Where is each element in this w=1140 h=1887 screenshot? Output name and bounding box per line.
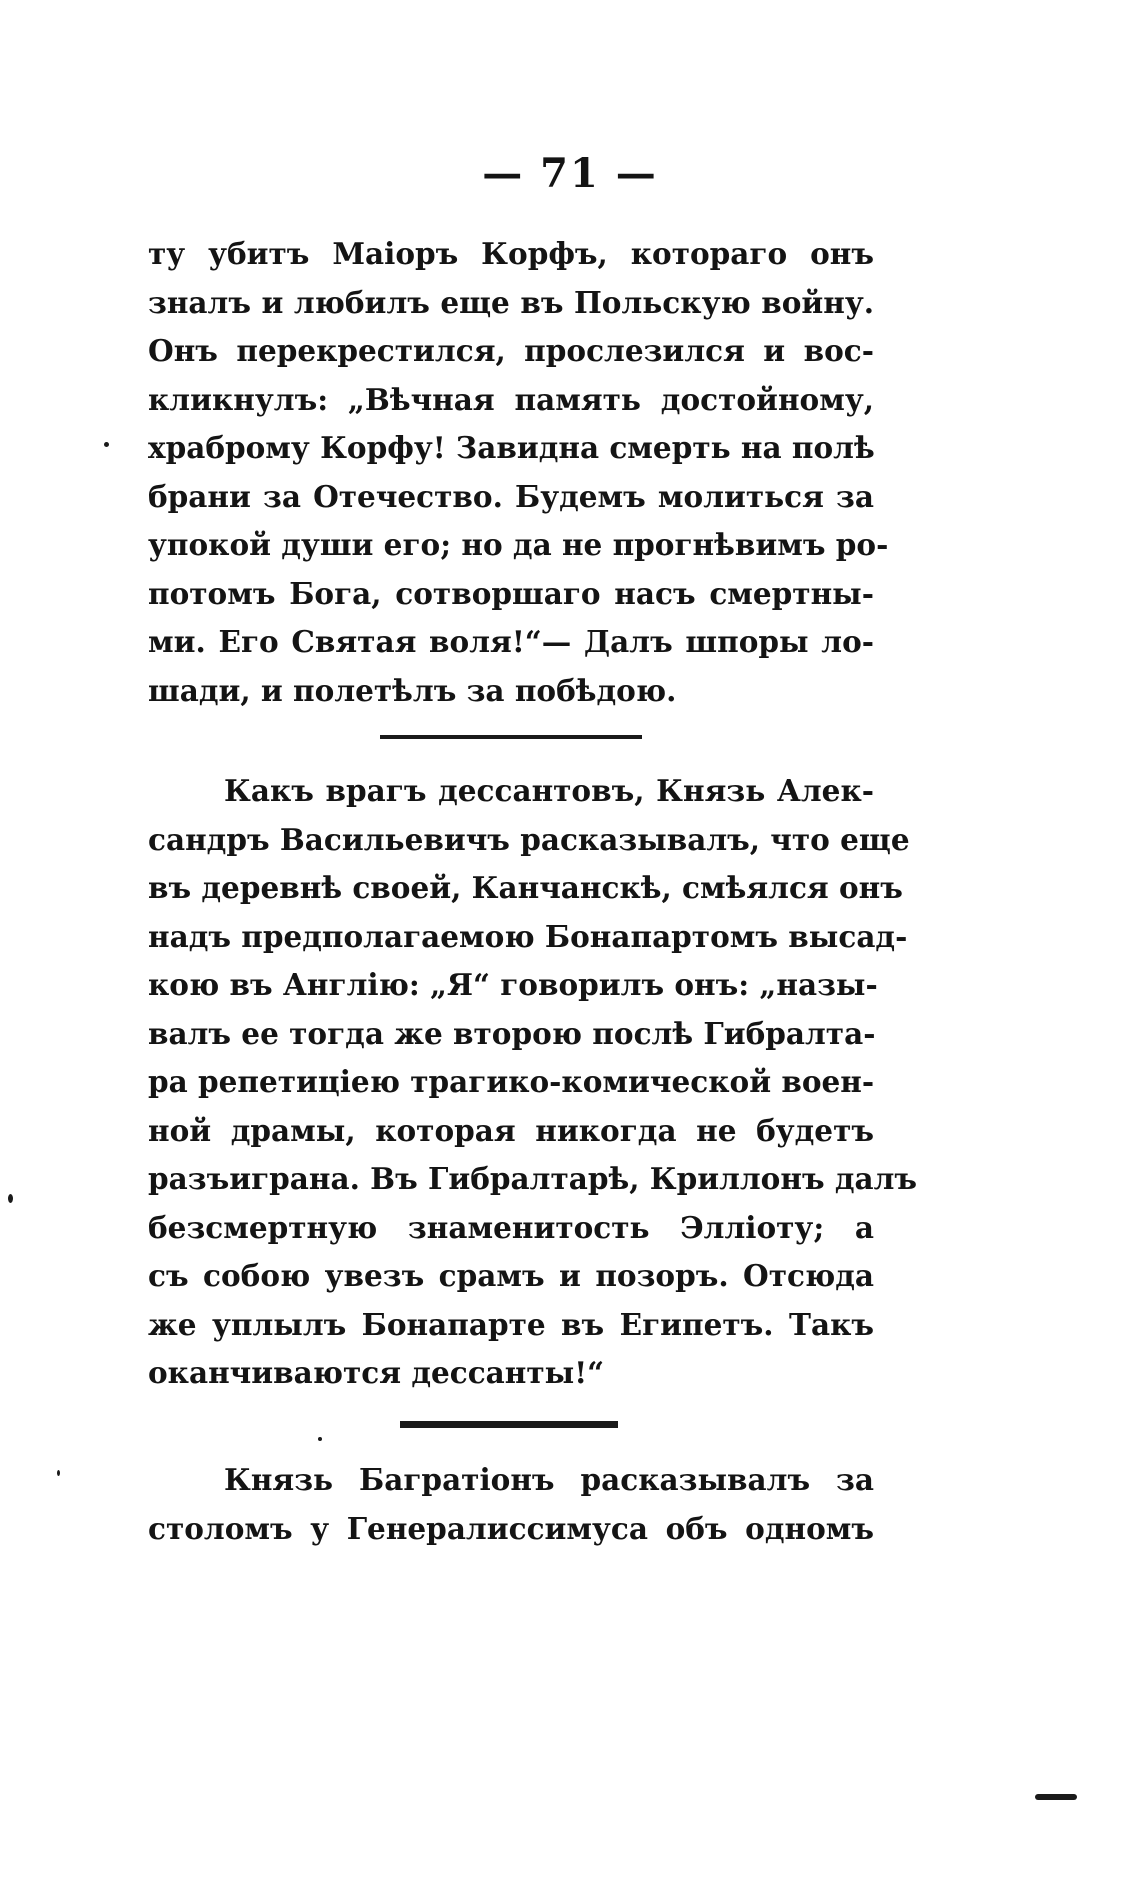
text-line: упокой души его; но да не прогнѣвимъ ро- [148, 527, 889, 562]
page-number: — 71 — [482, 150, 658, 197]
text-line: ми. Его Святая воля!“— Далъ шпоры ло- [148, 624, 874, 659]
text-line: брани за Отечество. Будемъ молиться за [148, 478, 874, 514]
section-separator [400, 1421, 618, 1428]
text-line: ной драмы, которая никогда не будетъ [148, 1112, 874, 1148]
text-line: съ собою увезъ срамъ и позоръ. Отсюда [148, 1258, 874, 1293]
text-line: Князь Багратіонъ расказывалъ за [224, 1462, 874, 1497]
paragraph-3 [148, 1456, 874, 1553]
text-line: кою въ Англію: „Я“ говорилъ онъ: „назы- [148, 967, 878, 1002]
text-line: безсмертную знаменитость Элліоту; а [148, 1209, 874, 1245]
paragraph-2 [148, 767, 918, 1398]
text-line: ту убитъ Маіоръ Корфъ, котораго онъ [148, 236, 874, 271]
text-line: столомъ у Генералиссимуса объ одномъ [148, 1510, 874, 1546]
text-line: Онъ перекрестился, прослезился и вос- [148, 333, 874, 368]
text-line: Какъ врагъ дессантовъ, Князь Алек- [224, 773, 874, 808]
text-line: зналъ и любилъ еще въ Польскую войну. [148, 284, 874, 320]
scan-mark [1035, 1794, 1077, 1800]
text-line: оканчиваются дессанты!“ [148, 1355, 605, 1390]
text-line: надъ предполагаемою Бонапартомъ высад- [148, 918, 908, 954]
text-line: кликнулъ: „Вѣчная память достойному, [148, 381, 874, 417]
scan-speck [318, 1437, 322, 1441]
text-line: сандръ Васильевичъ расказывалъ, что еще [148, 821, 910, 857]
text-line: потомъ Бога, сотворшаго насъ смертны- [148, 575, 874, 611]
text-line: храброму Корфу! Завидна смерть на полѣ [148, 430, 875, 465]
text-line: валъ ее тогда же второю послѣ Гибралта- [148, 1015, 876, 1051]
section-separator [380, 735, 642, 739]
paragraph-1 [148, 230, 889, 715]
text-line: шади, и полетѣлъ за побѣдою. [148, 672, 677, 708]
scan-speck [104, 442, 109, 447]
scan-speck [57, 1470, 60, 1476]
text-line: разъиграна. Въ Гибралтарѣ, Криллонъ далъ [148, 1161, 918, 1196]
scan-speck [8, 1194, 13, 1203]
text-line: въ деревнѣ своей, Канчанскѣ, смѣялся онъ [148, 870, 903, 905]
text-line: же уплылъ Бонапарте въ Египетъ. Такъ [148, 1306, 874, 1342]
text-line: ра репетиціею трагико-комической воен- [148, 1064, 875, 1099]
